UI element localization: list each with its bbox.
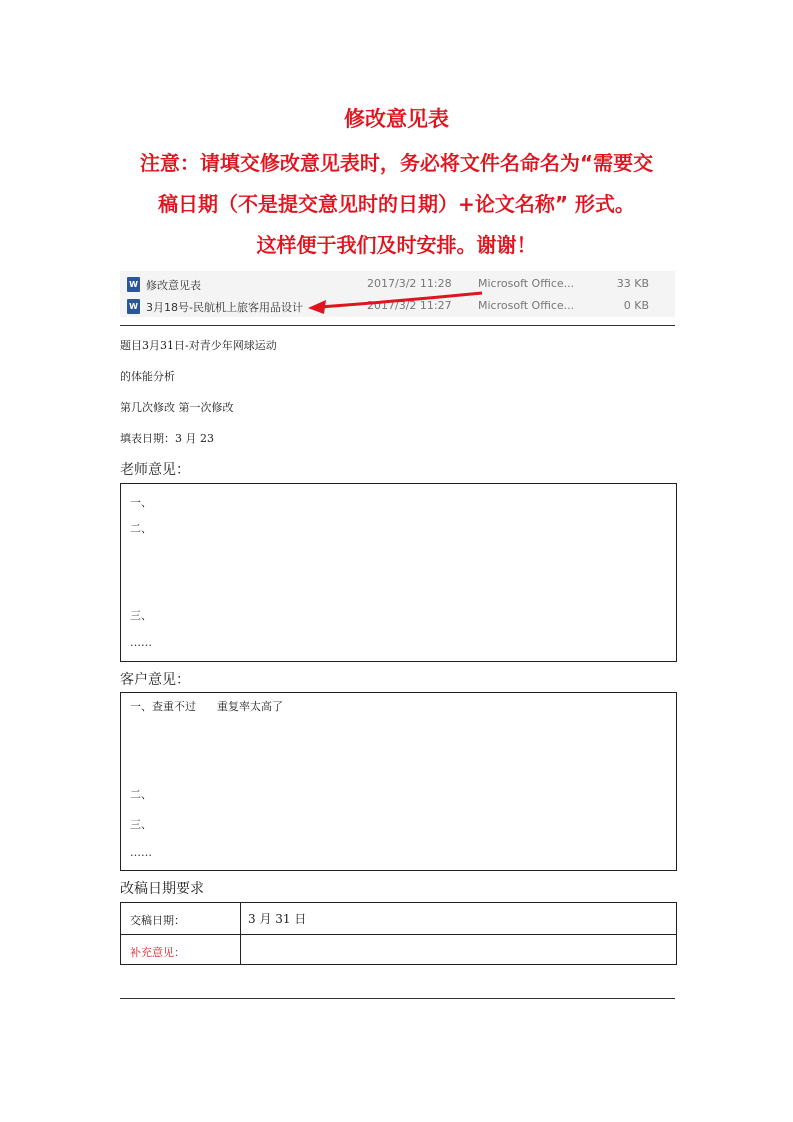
file-size: 0 KB bbox=[623, 299, 649, 312]
file-size: 33 KB bbox=[616, 277, 649, 290]
word-doc-icon: W bbox=[127, 299, 140, 314]
extra-opinion-label: 补充意见： bbox=[130, 946, 185, 959]
requirements-table bbox=[120, 902, 677, 965]
table-divider bbox=[121, 934, 676, 935]
word-doc-icon: W bbox=[127, 277, 140, 292]
file-date: 2017/3/2 11:28 bbox=[367, 277, 452, 290]
file-date: 2017/3/2 11:27 bbox=[367, 299, 452, 312]
requirements-label: 改稿日期要求 bbox=[120, 881, 204, 897]
due-date-value: 3 月 31 日 bbox=[248, 912, 307, 926]
list-item: 二、 bbox=[130, 788, 152, 801]
list-item: …… bbox=[130, 846, 152, 859]
divider bbox=[120, 998, 675, 999]
revision-line: 第几次修改 第一次修改 bbox=[120, 401, 234, 414]
list-item: 一、 bbox=[130, 496, 152, 509]
file-type: Microsoft Office... bbox=[478, 299, 575, 312]
file-name: 修改意见表 bbox=[146, 279, 201, 292]
list-item: 一、查重不过 重复率太高了 bbox=[130, 700, 283, 713]
list-item: 三、 bbox=[130, 818, 152, 831]
list-item: 二、 bbox=[130, 522, 152, 535]
customer-opinion-label: 客户意见： bbox=[120, 672, 190, 688]
topic-line-1: 题目3月31日-对青少年网球运动 bbox=[120, 339, 277, 352]
notice-line-1: 注意：请填交修改意见表时，务必将文件名命名为“需要交 bbox=[139, 151, 654, 175]
notice-line-2: 稿日期（不是提交意见时的日期）+论文名称” 形式。 bbox=[158, 192, 635, 216]
topic-line-2: 的体能分析 bbox=[120, 370, 175, 383]
due-date-label: 交稿日期： bbox=[130, 914, 185, 927]
file-name: 3月18号-民航机上旅客用品设计 bbox=[146, 301, 303, 314]
page-title: 修改意见表 bbox=[344, 107, 449, 131]
red-arrow-icon bbox=[120, 271, 675, 317]
list-item: 三、 bbox=[130, 609, 152, 622]
notice-line-3: 这样便于我们及时安排。谢谢！ bbox=[256, 233, 537, 257]
file-type: Microsoft Office... bbox=[478, 277, 575, 290]
teacher-opinion-label: 老师意见： bbox=[120, 462, 190, 478]
file-list-screenshot bbox=[120, 271, 675, 317]
list-item: …… bbox=[130, 636, 152, 649]
customer-opinion-box bbox=[120, 692, 677, 871]
fill-date-line: 填表日期：3 月 23 bbox=[120, 432, 214, 445]
divider bbox=[120, 325, 675, 326]
teacher-opinion-box bbox=[120, 483, 677, 662]
